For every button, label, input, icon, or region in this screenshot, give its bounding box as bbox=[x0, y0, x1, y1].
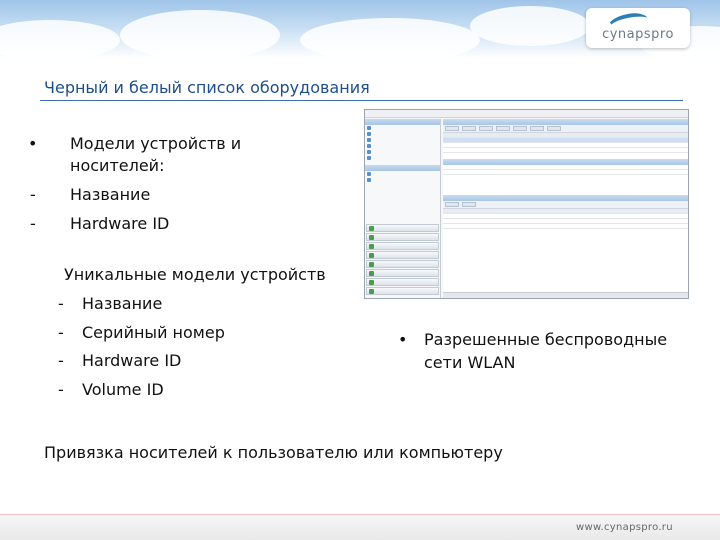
dash: - bbox=[58, 351, 64, 370]
app-navigation-pane bbox=[365, 119, 441, 299]
nav-tree-item bbox=[365, 177, 440, 183]
block1-heading-line2: носителей: bbox=[70, 156, 165, 175]
cloud-decoration bbox=[0, 20, 120, 58]
dash: - bbox=[58, 294, 64, 313]
content-toolbar bbox=[443, 125, 688, 133]
nav-section-button bbox=[366, 260, 439, 268]
block2-item-serial: Серийный номер bbox=[82, 323, 225, 342]
nav-tree-item bbox=[365, 155, 440, 161]
block1-item-hardware-id: Hardware ID bbox=[70, 214, 170, 233]
app-content-pane bbox=[443, 119, 688, 298]
nav-section-button bbox=[366, 224, 439, 232]
logo-text: cynapspro bbox=[602, 26, 674, 42]
cloud-decoration bbox=[300, 18, 480, 58]
nav-section-button bbox=[366, 251, 439, 259]
app-menubar bbox=[365, 110, 688, 118]
nav-section-button bbox=[366, 278, 439, 286]
bullet: • bbox=[398, 330, 408, 349]
nav-section-button bbox=[366, 233, 439, 241]
block2-heading: Уникальные модели устройств bbox=[64, 265, 326, 284]
content-toolbar bbox=[443, 201, 688, 209]
embedded-app-screenshot bbox=[364, 109, 689, 299]
block3-line2: сети WLAN bbox=[424, 353, 516, 372]
grid-row bbox=[443, 148, 688, 153]
block3-line1: Разрешенные беспроводные bbox=[424, 330, 668, 349]
cloud-decoration bbox=[470, 6, 590, 46]
nav-section-button bbox=[366, 287, 439, 295]
nav-section-button bbox=[366, 242, 439, 250]
cynapspro-logo bbox=[586, 8, 690, 48]
block2-item-volume-id: Volume ID bbox=[82, 380, 164, 399]
grid-row bbox=[443, 224, 688, 229]
dash: - bbox=[58, 323, 64, 342]
dash: - bbox=[58, 380, 64, 399]
app-statusbar bbox=[443, 292, 688, 298]
block1-item-name: Название bbox=[70, 185, 151, 204]
dash: - bbox=[30, 185, 36, 204]
block2-item-hardware-id: Hardware ID bbox=[82, 351, 182, 370]
block1-heading-line1: Модели устройств и bbox=[70, 134, 242, 153]
dash: - bbox=[30, 214, 36, 233]
title-underline bbox=[40, 100, 683, 101]
bullet: • bbox=[28, 134, 38, 153]
bottom-statement: Привязка носителей к пользователю или компьютеру bbox=[44, 443, 503, 462]
block2-item-name: Название bbox=[82, 294, 163, 313]
footer-url[interactable]: www.cynapspro.ru bbox=[576, 522, 673, 533]
cloud-decoration bbox=[120, 10, 280, 58]
slide-title: Черный и белый список оборудования bbox=[44, 78, 370, 97]
nav-section-button bbox=[366, 269, 439, 277]
